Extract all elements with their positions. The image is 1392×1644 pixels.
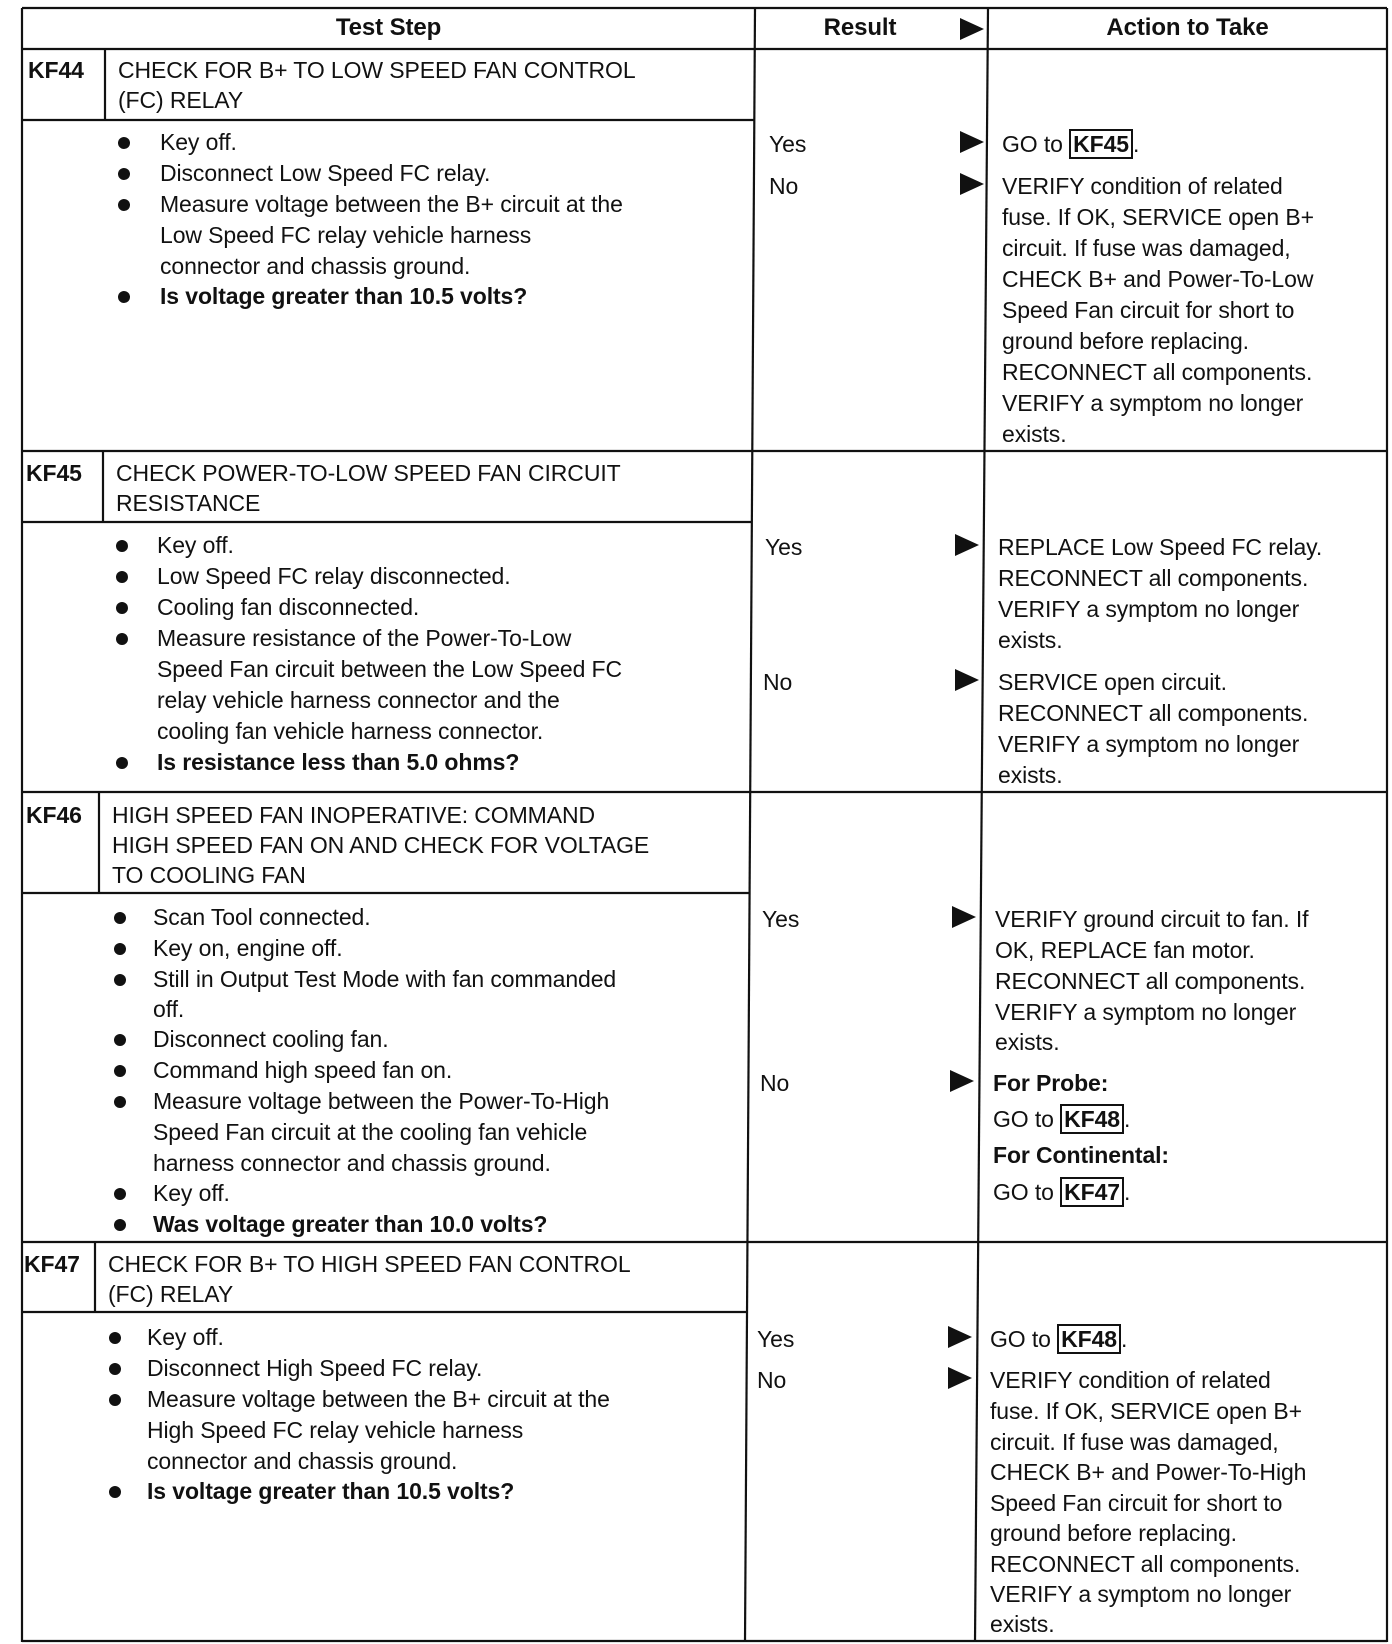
result-yes: Yes — [765, 534, 803, 560]
action-text: RECONNECT all components. — [1002, 359, 1313, 385]
bullet-icon — [114, 1096, 126, 1108]
action-text: exists. — [998, 762, 1063, 788]
bullet-text: Key off. — [157, 532, 234, 558]
arrow-icon — [950, 1070, 974, 1092]
action-text: exists. — [990, 1611, 1055, 1637]
bullet-question: Was voltage greater than 10.0 volts? — [153, 1211, 548, 1237]
action-text: RECONNECT all components. — [998, 565, 1309, 591]
action-text: ground before replacing. — [990, 1520, 1237, 1546]
bullet-question: Is voltage greater than 10.5 volts? — [160, 283, 528, 309]
bullet-icon — [116, 571, 128, 583]
action-text: exists. — [1002, 421, 1067, 447]
step-ref-link[interactable]: KF47 — [1060, 1177, 1124, 1207]
action-goto: GO to KF47 . — [993, 1179, 1131, 1205]
step-ref-link[interactable]: KF45 — [1069, 129, 1133, 159]
action-text: SERVICE open circuit. — [998, 669, 1227, 695]
bullet-icon — [118, 137, 130, 149]
bullet-icon — [114, 943, 126, 955]
step-title: HIGH SPEED FAN INOPERATIVE: COMMAND — [112, 802, 595, 828]
step-id: KF44 — [28, 57, 84, 83]
step-title: CHECK FOR B+ TO HIGH SPEED FAN CONTROL — [108, 1251, 631, 1277]
bullet-text: Low Speed FC relay disconnected. — [157, 563, 511, 589]
bullet-text: Cooling fan disconnected. — [157, 594, 420, 620]
action-text: ground before replacing. — [1002, 328, 1249, 354]
bullet-text: cooling fan vehicle harness connector. — [157, 718, 544, 744]
action-text: VERIFY condition of related — [990, 1367, 1271, 1393]
step-title: CHECK FOR B+ TO LOW SPEED FAN CONTROL — [118, 57, 636, 83]
result-no: No — [769, 173, 799, 199]
action-text: exists. — [995, 1029, 1060, 1055]
step-title: (FC) RELAY — [108, 1281, 234, 1307]
action-text: RECONNECT all components. — [995, 968, 1306, 994]
bullet-text: Scan Tool connected. — [153, 904, 371, 930]
bullet-text: Key off. — [153, 1180, 230, 1206]
bullet-icon — [114, 1034, 126, 1046]
step-title: TO COOLING FAN — [112, 862, 306, 888]
step-title: RESISTANCE — [116, 490, 261, 516]
action-goto: GO to KF45 . — [1002, 131, 1140, 157]
action-text: fuse. If OK, SERVICE open B+ — [990, 1398, 1302, 1424]
action-text: exists. — [998, 627, 1063, 653]
step-id: KF47 — [24, 1251, 80, 1277]
bullet-icon — [114, 912, 126, 924]
header-arrow-icon — [960, 18, 984, 40]
action-text: RECONNECT all components. — [998, 700, 1309, 726]
bullet-text: Disconnect Low Speed FC relay. — [160, 160, 491, 186]
arrow-icon — [948, 1367, 972, 1389]
bullet-text: Measure voltage between the B+ circuit at the — [147, 1386, 610, 1412]
action-text: VERIFY condition of related — [1002, 173, 1283, 199]
arrow-icon — [955, 534, 979, 556]
action-text: circuit. If fuse was damaged, — [990, 1429, 1279, 1455]
action-text: REPLACE Low Speed FC relay. — [998, 534, 1323, 560]
arrow-icon — [955, 669, 979, 691]
bullet-icon — [109, 1363, 121, 1375]
bullet-icon — [114, 1188, 126, 1200]
bullet-text: High Speed FC relay vehicle harness — [147, 1417, 524, 1443]
probe-label: For Probe: — [993, 1070, 1109, 1096]
bullet-icon — [118, 168, 130, 180]
bullet-icon — [116, 633, 128, 645]
result-yes: Yes — [757, 1326, 795, 1352]
bullet-text: off. — [153, 996, 185, 1022]
action-text: OK, REPLACE fan motor. — [995, 937, 1255, 963]
bullet-text: Measure resistance of the Power-To-Low — [157, 625, 572, 651]
arrow-icon — [952, 906, 976, 928]
action-text: VERIFY a symptom no longer — [998, 596, 1300, 622]
bullet-icon — [114, 1219, 126, 1231]
bullet-text: Key off. — [147, 1324, 224, 1350]
bullet-icon — [118, 199, 130, 211]
action-text: CHECK B+ and Power-To-Low — [1002, 266, 1314, 292]
result-yes: Yes — [762, 906, 800, 932]
action-text: VERIFY a symptom no longer — [990, 1581, 1292, 1607]
step-title: HIGH SPEED FAN ON AND CHECK FOR VOLTAGE — [112, 832, 650, 858]
action-goto: GO to KF48 . — [993, 1106, 1131, 1132]
bullet-icon — [116, 540, 128, 552]
bullet-text: harness connector and chassis ground. — [153, 1150, 551, 1176]
arrow-icon — [948, 1326, 972, 1348]
bullet-icon — [116, 602, 128, 614]
bullet-icon — [109, 1486, 121, 1498]
bullet-text: Measure voltage between the B+ circuit at the — [160, 191, 623, 217]
bullet-text: Speed Fan circuit at the cooling fan vehicle — [153, 1119, 588, 1145]
step-title: CHECK POWER-TO-LOW SPEED FAN CIRCUIT — [116, 460, 621, 486]
arrow-icon — [960, 173, 984, 195]
result-no: No — [763, 669, 793, 695]
step-ref-link[interactable]: KF48 — [1057, 1324, 1121, 1354]
action-text: Speed Fan circuit for short to — [990, 1490, 1283, 1516]
bullet-icon — [109, 1394, 121, 1406]
bullet-icon — [116, 757, 128, 769]
action-text: VERIFY a symptom no longer — [1002, 390, 1304, 416]
bullet-icon — [118, 291, 130, 303]
step-title: (FC) RELAY — [118, 87, 244, 113]
bullet-text: Disconnect High Speed FC relay. — [147, 1355, 483, 1381]
bullet-text: Low Speed FC relay vehicle harness — [160, 222, 532, 248]
bullet-icon — [114, 1065, 126, 1077]
header-result: Result — [823, 14, 897, 41]
action-text: VERIFY a symptom no longer — [998, 731, 1300, 757]
continental-label: For Continental: — [993, 1142, 1169, 1168]
action-text: Speed Fan circuit for short to — [1002, 297, 1295, 323]
result-no: No — [757, 1367, 787, 1393]
bullet-icon — [114, 974, 126, 986]
arrow-icon — [960, 131, 984, 153]
action-text: CHECK B+ and Power-To-High — [990, 1459, 1307, 1485]
bullet-text: Measure voltage between the Power-To-High — [153, 1088, 610, 1114]
result-yes: Yes — [769, 131, 807, 157]
header-test-step: Test Step — [335, 14, 442, 41]
bullet-icon — [109, 1332, 121, 1344]
action-goto: GO to KF48 . — [990, 1326, 1128, 1352]
bullet-question: Is resistance less than 5.0 ohms? — [157, 749, 520, 775]
result-no: No — [760, 1070, 790, 1096]
action-text: VERIFY ground circuit to fan. If — [995, 906, 1309, 932]
action-text: fuse. If OK, SERVICE open B+ — [1002, 204, 1314, 230]
bullet-text: Disconnect cooling fan. — [153, 1026, 389, 1052]
bullet-text: Speed Fan circuit between the Low Speed FC — [157, 656, 623, 682]
bullet-question: Is voltage greater than 10.5 volts? — [147, 1478, 515, 1504]
bullet-text: Still in Output Test Mode with fan commanded — [153, 966, 617, 992]
step-id: KF45 — [26, 460, 82, 486]
step-ref-link[interactable]: KF48 — [1060, 1104, 1124, 1134]
action-text: VERIFY a symptom no longer — [995, 999, 1297, 1025]
bullet-text: relay vehicle harness connector and the — [157, 687, 560, 713]
bullet-text: connector and chassis ground. — [147, 1448, 458, 1474]
action-text: RECONNECT all components. — [990, 1551, 1301, 1577]
step-id: KF46 — [26, 802, 82, 828]
bullet-text: connector and chassis ground. — [160, 253, 471, 279]
bullet-text: Key off. — [160, 129, 237, 155]
action-text: circuit. If fuse was damaged, — [1002, 235, 1291, 261]
header-action: Action to Take — [1106, 14, 1269, 41]
bullet-text: Key on, engine off. — [153, 935, 343, 961]
bullet-text: Command high speed fan on. — [153, 1057, 453, 1083]
